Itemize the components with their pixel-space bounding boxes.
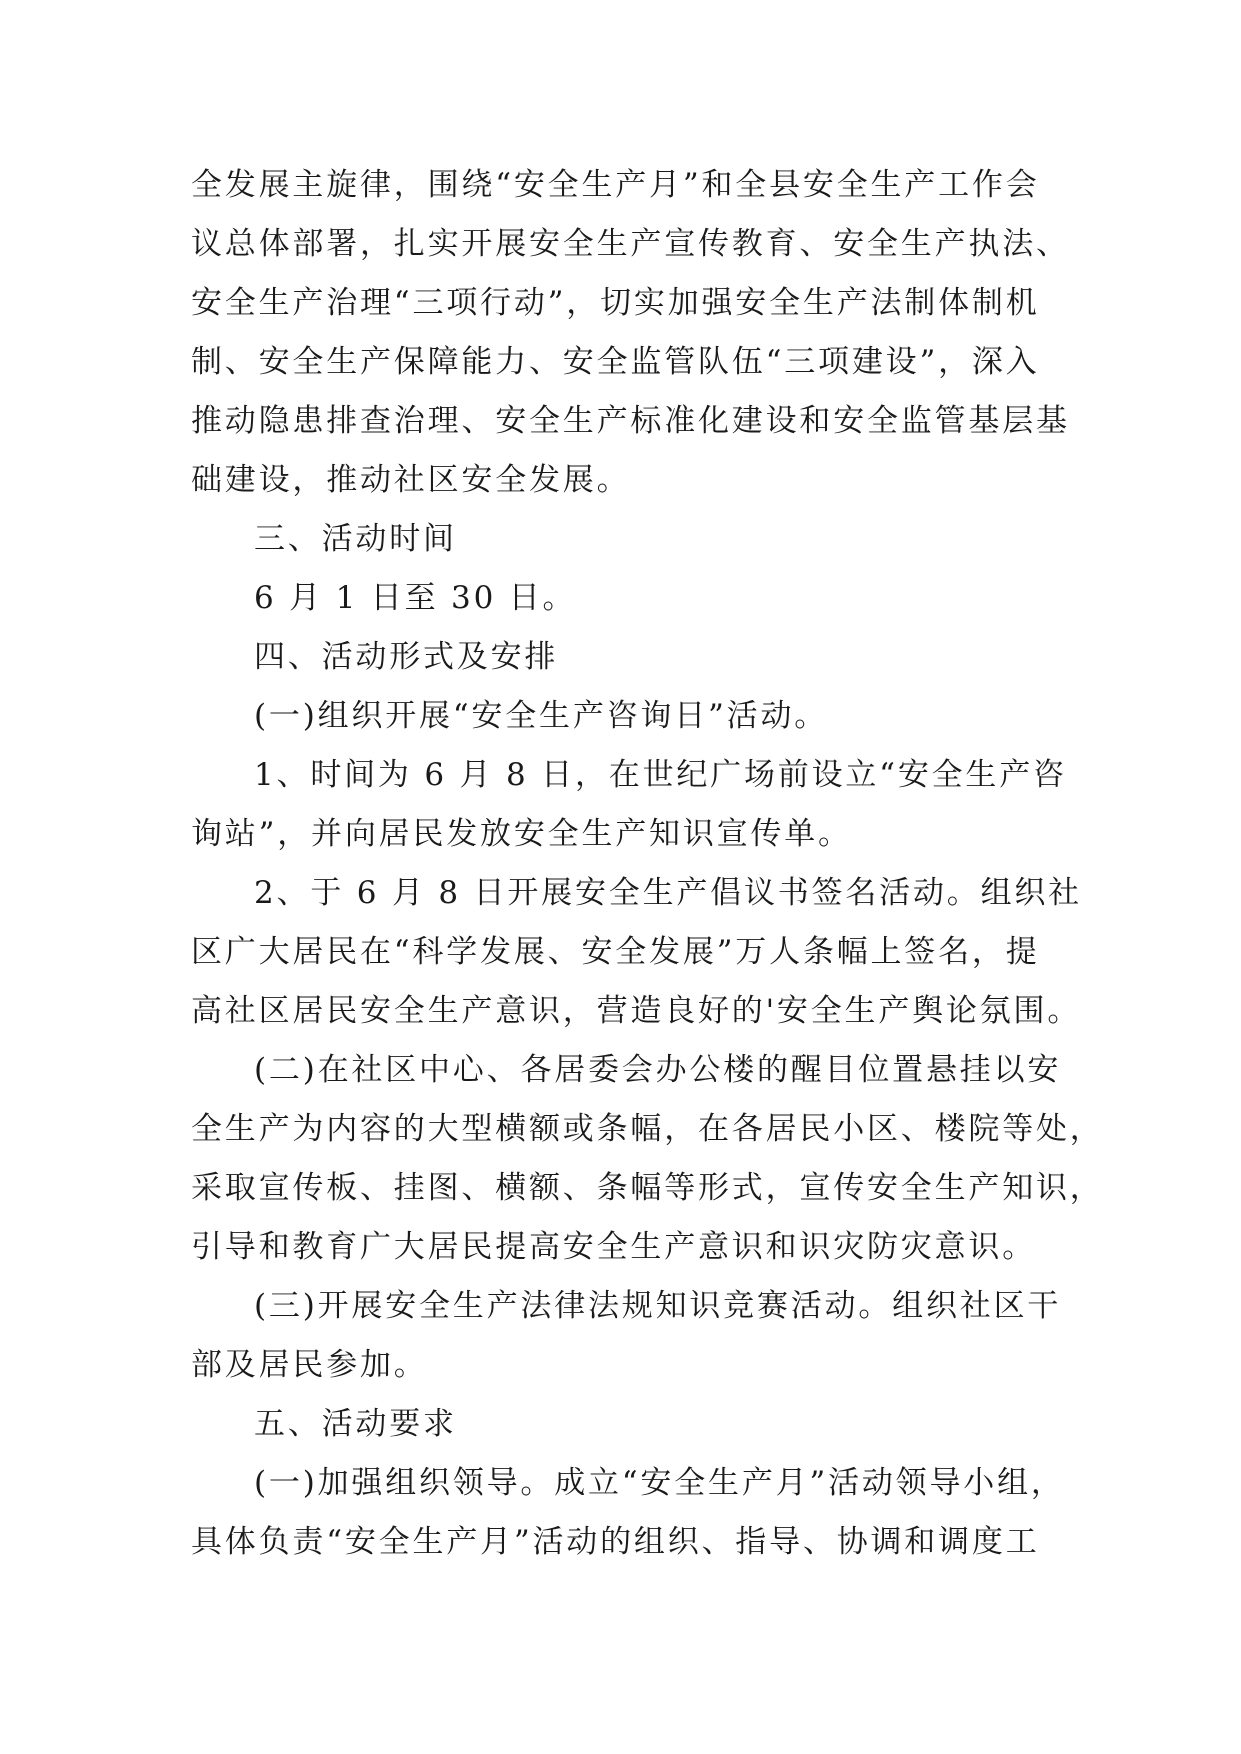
text-line: (一)加强组织领导。成立“安全生产月”活动领导小组， xyxy=(254,1465,1065,1501)
text-line: 引导和教育广大居民提高安全生产意识和识灾防灾意识。 xyxy=(191,1229,1036,1265)
section-heading-format: 四、活动形式及安排 xyxy=(254,639,559,675)
text-line: 高社区居民安全生产意识，营造良好的'安全生产舆论氛围。 xyxy=(191,993,1082,1029)
section-heading-time: 三、活动时间 xyxy=(254,521,457,557)
text-line: 制、安全生产保障能力、安全监管队伍“三项建设”，深入 xyxy=(191,344,1040,380)
text-line: 全生产为内容的大型横额或条幅，在各居民小区、楼院等处， xyxy=(191,1111,1104,1147)
text-line: 全发展主旋律，围绕“安全生产月”和全县安全生产工作会 xyxy=(191,167,1040,203)
text-line: (二)在社区中心、各居委会办公楼的醒目位置悬挂以安 xyxy=(254,1052,1062,1088)
text-line: 推动隐患排查治理、安全生产标准化建设和安全监管基层基 xyxy=(191,403,1070,439)
text-line: 安全生产治理“三项行动”，切实加强安全生产法制体制机 xyxy=(191,285,1040,321)
text-line: 部及居民参加。 xyxy=(191,1347,428,1383)
text-line: 区广大居民在“科学发展、安全发展”万人条幅上签名，提 xyxy=(191,934,1040,970)
text-line: (三)开展安全生产法律法规知识竞赛活动。组织社区干 xyxy=(254,1288,1062,1324)
text-line: 6 月 1 日至 30 日。 xyxy=(254,580,577,616)
text-line: 1、时间为 6 月 8 日，在世纪广场前设立“安全生产咨 xyxy=(254,757,1067,793)
text-line: 询站”，并向居民发放安全生产知识宣传单。 xyxy=(191,816,852,852)
text-line: 2、于 6 月 8 日开展安全生产倡议书签名活动。组织社 xyxy=(254,875,1082,911)
document-body xyxy=(191,156,1104,1572)
text-line: 议总体部署，扎实开展安全生产宣传教育、安全生产执法、 xyxy=(191,226,1070,262)
text-line: (一)组织开展“安全生产咨询日”活动。 xyxy=(254,698,829,734)
section-heading-requirements: 五、活动要求 xyxy=(254,1406,457,1442)
text-line: 础建设，推动社区安全发展。 xyxy=(191,462,631,498)
text-line: 采取宣传板、挂图、横额、条幅等形式，宣传安全生产知识， xyxy=(191,1170,1104,1206)
text-line: 具体负责“安全生产月”活动的组织、指导、协调和调度工 xyxy=(191,1524,1040,1560)
